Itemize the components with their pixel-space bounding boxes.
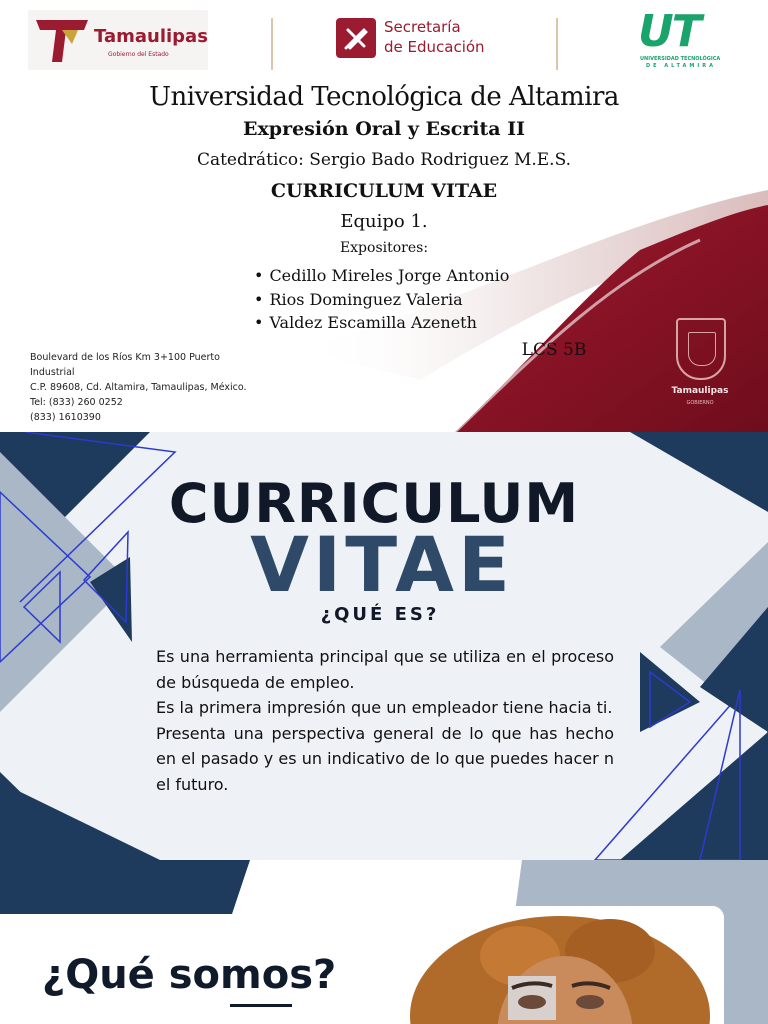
list-item: • Valdez Escamilla Azeneth: [254, 311, 509, 335]
ut-logo: [636, 8, 736, 70]
address-line: C.P. 89608, Cd. Altamira, Tamaulipas, México.: [30, 382, 247, 393]
address-line: Industrial: [30, 367, 75, 378]
members-list: [254, 264, 509, 335]
pencil-ruler-icon: [336, 18, 376, 58]
curriculum-heading: CURRICULUM: [168, 472, 580, 535]
portrait-image: [400, 906, 724, 1024]
seal-name: Tamaulipas: [671, 386, 729, 396]
cover-title: CURRICULUM VITAE: [270, 180, 498, 202]
address-line: Boulevard de los Ríos Km 3+100 Puerto: [30, 352, 220, 363]
presenters-label: Expositores:: [339, 240, 429, 256]
paragraph: Es la primera impresión que un empleador tiene hacia ti.: [156, 698, 613, 717]
tamaulipas-logo-sub: Gobierno del Estado: [108, 51, 169, 58]
title-underline: [230, 1004, 292, 1007]
list-item: • Cedillo Mireles Jorge Antonio: [254, 264, 509, 288]
logo-divider: [556, 18, 558, 70]
ut-line1: UNIVERSIDAD TECNOLÓGICA: [640, 56, 721, 62]
logo-divider: [271, 18, 273, 70]
address-block: [30, 350, 247, 425]
tamaulipas-logo: [28, 10, 208, 70]
list-item: • Rios Dominguez Valeria: [254, 288, 509, 312]
tamaulipas-t-icon: [32, 14, 92, 66]
tamaulipas-logo-name: Tamaulipas: [94, 26, 208, 47]
ut-mark: UT: [638, 6, 700, 57]
seal-sub: GOBIERNO: [686, 400, 714, 406]
what-is-subtitle: ¿QUÉ ES?: [320, 604, 440, 625]
cover-page: [0, 0, 768, 432]
university-name: Universidad Tecnológica de Altamira: [149, 82, 619, 112]
vitae-heading: VITAE: [250, 520, 514, 609]
secretaria-line2: de Educación: [384, 38, 485, 56]
secretaria-logo: [332, 14, 502, 64]
ut-line2: DE ALTAMIRA: [646, 63, 716, 69]
who-are-we-page: [0, 860, 768, 1024]
who-are-we-title: ¿Qué somos?: [42, 952, 337, 998]
address-line: (833) 1610390: [30, 412, 101, 423]
secretaria-line1: Secretaría: [384, 18, 461, 36]
teacher-name: Catedrático: Sergio Bado Rodriguez M.E.S.: [196, 150, 572, 170]
group-label: LCS 5B: [521, 340, 587, 360]
state-seal: [668, 318, 732, 414]
what-is-page: [0, 432, 768, 860]
shield-icon: [676, 318, 726, 380]
address-line: Tel: (833) 260 0252: [30, 397, 123, 408]
paragraph: Presenta una perspectiva general de lo que has hecho en el pasado y es un indicativo de lo que puedes hacer n el futuro.: [156, 723, 614, 794]
subject-title: Expresión Oral y Escrita II: [242, 118, 526, 140]
definition-text: [156, 644, 614, 797]
team-label: Equipo 1.: [340, 211, 428, 232]
paragraph: Es una herramienta principal que se utiliza en el proceso de búsqueda de empleo.: [156, 647, 614, 692]
portrait-illustration: [400, 906, 724, 1024]
